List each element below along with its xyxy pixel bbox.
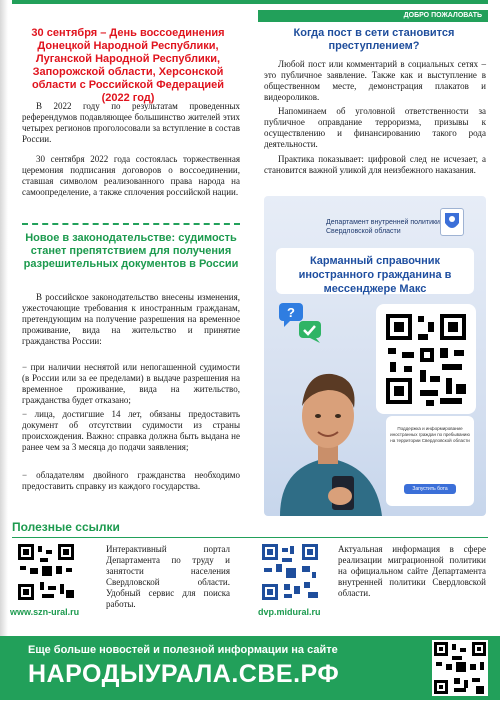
szn-qr-code[interactable] — [16, 542, 76, 602]
region-emblem-icon — [440, 208, 464, 236]
poster-qr-code[interactable] — [376, 304, 476, 414]
dvp-qr-code[interactable] — [260, 542, 320, 602]
page-edge-shadow — [0, 0, 8, 700]
reunification-paragraph-1: В 2022 году по результатам проведенных референдумов подавляющее большинство жителей этих четырех регионов проголосовали за вступление в состав России. — [22, 101, 240, 144]
law-item-3: − обладателям двойного гражданства необходимо предоставить справку из каждого государства. — [22, 470, 240, 491]
crime-title: Когда пост в сети становится преступлением? — [293, 27, 455, 52]
law-title: Новое в законодательстве: судимость станет препятствием для получения разрешительных документов в России — [23, 232, 239, 270]
dvp-description: Актуальная информация в сфере реализации миграционной политики на официальном сайте Департамента внутренней политики Свердловской области. — [338, 544, 486, 598]
law-item-2: − лица, достигшие 14 лет, обязаны предоставить документ об отсутствии судимости из страны происхождения. Важно: справка должна быть выдана не ранее чем за 3 месяца до подачи заявления; — [22, 409, 240, 452]
max-messenger-poster — [264, 196, 486, 516]
top-stripe — [12, 0, 488, 4]
launch-bot-button[interactable]: Запустить бота — [404, 484, 456, 494]
dvp-link[interactable]: dvp.midural.ru — [258, 607, 321, 617]
reunification-paragraph-2: 30 сентября 2022 года состоялась торжественная церемония подписания договоров о воссоединении, ставшая символом реализованного права народа на самоопределение, а также сплочения российской нации. — [22, 154, 240, 197]
chat-check-icon — [298, 320, 324, 349]
footer-caption: Еще больше новостей и полезной информации на сайте — [28, 644, 338, 656]
poster-info-text: Поддержка и информирование иностранных граждан по пребыванию на территории Свердловской области — [390, 426, 470, 443]
footer-qr-code[interactable] — [432, 640, 488, 696]
crime-paragraph-3: Практика показывает: цифровой след не исчезает, а становится важной уликой для неизбежного наказания. — [264, 154, 486, 175]
reunification-title: 30 сентября – День воссоединения Донецкой Народной Республики, Луганской Народной Республики, Запорожской области, Херсонской области с Российской Федерацией (2022 год) — [31, 27, 225, 104]
welcome-banner: ДОБРО ПОЖАЛОВАТЬ — [258, 10, 488, 22]
law-paragraph: В российское законодательство внесены изменения, ужесточающие требования к иностранным гражданам, претендующим на получение разрешения на временное проживание, вида на жительство и принятие гражданства России: — [22, 292, 240, 346]
law-item-1: − при наличии неснятой или непогашенной судимости (в России или за ее пределами) в выдаче разрешения на временное проживание, вида на жительство, гражданства будет отказано; — [22, 362, 240, 405]
footer-banner — [0, 636, 500, 700]
szn-link[interactable]: www.szn-ural.ru — [10, 607, 80, 617]
poster-card — [276, 248, 474, 294]
szn-description: Интерактивный портал Департамента по труду и занятости населения Свердловской области. Удобный сервис для поиска работы. — [106, 544, 230, 609]
poster-department: Департамент внутренней политики Свердловской области — [326, 219, 440, 235]
crime-paragraph-2: Напоминаем об уголовной ответственности за публичное оправдание терроризма, призывы к осуществлению и финансированию такого рода деятельности. — [264, 106, 486, 149]
links-divider — [12, 537, 488, 538]
crime-paragraph-1: Любой пост или комментарий в социальных сетях – это публичное заявление. Также как и выступление в общественном месте, демонстрация плакатов и видеороликов. — [264, 59, 486, 102]
footer-site-link[interactable]: НАРОДЫУРАЛА.СВЕ.РФ — [28, 660, 340, 688]
section-divider — [22, 223, 240, 225]
useful-links-heading: Полезные ссылки — [12, 520, 120, 534]
svg-text:?: ? — [287, 305, 295, 320]
poster-info-panel — [386, 416, 474, 506]
poster-card-title: Карманный справочник иностранного гражданина в мессенджере Макс — [298, 255, 452, 295]
person-phone-illustration — [270, 346, 388, 516]
